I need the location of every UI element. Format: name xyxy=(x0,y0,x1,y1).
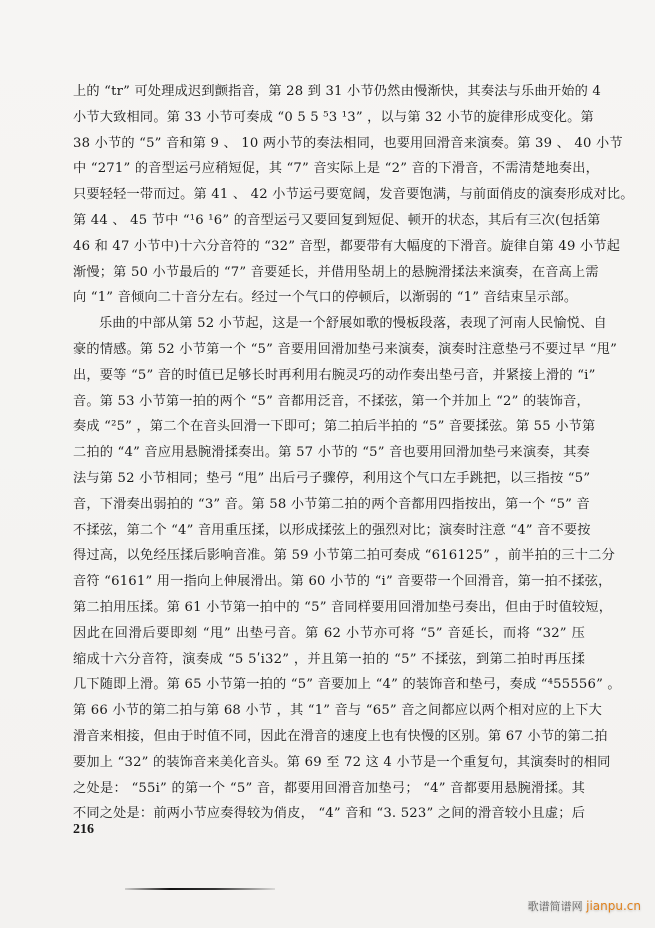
text-line: 音，下滑奏出弱拍的 “3” 音。第 58 小节第二拍的两个音都用四指按出，第一个 “5” 音 xyxy=(73,496,590,512)
watermark-domain: jianpu.cn xyxy=(586,899,641,913)
text-line: 音符 “6161” 用一指向上伸展滑出。第 60 小节的 “i” 音要带一个回滑音，第一拍不揉弦， xyxy=(73,574,612,590)
text-line: 豪的情感。第 52 小节第一个 “5” 音要用回滑加垫弓来演奏，演奏时注意垫弓不要过早 “甩” xyxy=(73,341,618,357)
text-line: 渐慢；第 50 小节最后的 “7” 音要延长，并借用坠胡上的悬腕滑揉法来演奏，在音高上需 xyxy=(73,264,599,280)
text-line: 得过高，以免经压揉后影响音准。第 59 小节第二拍可奏成 “616125” ，前半拍的三十二分 xyxy=(73,548,615,564)
text-line: 第 66 小节的第二拍与第 68 小节 ，其 “1” 音与 “65” 音之间都应以两个相对应的上下大 xyxy=(73,703,603,719)
text-line: 第 44 、 45 节中 “¹6 ¹6” 的音型运弓又要回复到短促、顿开的状态，其后有三次(包括第 xyxy=(73,212,601,228)
text-line: 上的 “tr” 可处理成迟到颤指音，第 28 到 31 小节仍然由慢渐快，其奏法与乐曲开始的 4 xyxy=(73,84,601,99)
text-line: 38 小节的 “5” 音和第 9 、 10 两小节的奏法相同，也要用回滑音来演奏。第 39 、 40 小节 xyxy=(73,135,623,151)
page-number: 216 xyxy=(73,822,94,837)
text-line: 出，要等 “5” 音的时值已足够长时再利用右腕灵巧的动作奏出垫弓音，并紧接上滑的 “i” xyxy=(73,367,596,383)
text-line: 缩成十六分音符，演奏成 “5 5ʹi32” ，并且第一拍的 “5” 不揉弦，到第二拍时再压揉 xyxy=(73,651,585,667)
watermark-text: 歌谱简谱网 xyxy=(527,900,583,913)
text-line: 只要轻轻一带而过。第 41 、 42 小节运弓要宽阔，发音要饱满，与前面俏皮的演奏形成对比。 xyxy=(73,187,634,203)
text-line: 中 “271” 的音型运弓应稍短促，其 “7” 音实际上是 “2” 音的下滑音，不需清楚地奏出， xyxy=(73,161,599,177)
text-line: 因此在回滑后要即刻 “甩” 出垫弓音。第 62 小节亦可将 “5” 音延长，而将 “32” 压 xyxy=(73,625,585,641)
text-line: 46 和 47 小节中)十六分音符的 “32” 音型，都要带有大幅度的下滑音。旋律自第 49 小节起 xyxy=(73,238,621,254)
text-line: 二拍的 “4” 音应用悬腕滑揉奏出。第 57 小节的 “5” 音也要用回滑加垫弓来演奏，其奏 xyxy=(73,445,590,461)
text-line: 小节大致相同。第 33 小节可奏成 “0 5 5 ⁵3 ¹3” ，以与第 32 小节的旋律形成变化。第 xyxy=(73,109,594,125)
footer-rule xyxy=(125,888,275,890)
watermark xyxy=(528,898,641,914)
text-line: 法与第 52 小节相同；垫弓 “甩” 出后弓子骤停，利用这个气口左手跳把，以三指按 “5” xyxy=(73,470,591,486)
text-line: 向 “1” 音倾向二十音分左右。经过一个气口的停顿后，以渐弱的 “1” 音结束呈示部。 xyxy=(73,290,578,306)
text-line: 不同之处是：前两小节应奏得较为俏皮， “4” 音和 “3. 523” 之间的滑音较小且虚；后 xyxy=(73,806,586,822)
text-line: 要加上 “32” 的装饰音来美化音头。第 69 至 72 这 4 小节是一个重复句，其演奏时的相同 xyxy=(73,754,611,770)
text-line: 几下随即上滑。第 65 小节第一拍的 “5” 音要加上 “4” 的装饰音和垫弓，奏成 “⁴55556” 。 xyxy=(73,677,621,693)
text-line: 滑音来相接，但由于时值不同，因此在滑音的速度上也有快慢的区别。第 67 小节的第二拍 xyxy=(73,728,608,744)
text-line: 之处是： “55i” 的第一个 “5” 音，都要用回滑音加垫弓； “4” 音都要用悬腕滑揉。其 xyxy=(73,780,585,796)
text-line: 不揉弦，第二个 “4” 音用重压揉，以形成揉弦上的强烈对比；演奏时注意 “4” 音不要按 xyxy=(73,522,591,538)
text-line: 音。第 53 小节第一拍的两个 “5” 音都用泛音，不揉弦，第一个并加上 “2” 的装饰音， xyxy=(73,393,590,409)
text-line: 乐曲的中部从第 52 小节起，这是一个舒展如歌的慢板段落，表现了河南人民愉悦、自 xyxy=(99,316,607,332)
text-line: 第二拍用压揉。第 61 小节第一拍中的 “5” 音同样要用回滑加垫弓奏出，但由于时值较短， xyxy=(73,599,613,615)
body-text xyxy=(73,79,634,827)
text-line: 奏成 “²5” ，第二个在音头回滑一下即可；第二拍后半拍的 “5” 音要揉弦。第 55 小节第 xyxy=(73,419,596,435)
